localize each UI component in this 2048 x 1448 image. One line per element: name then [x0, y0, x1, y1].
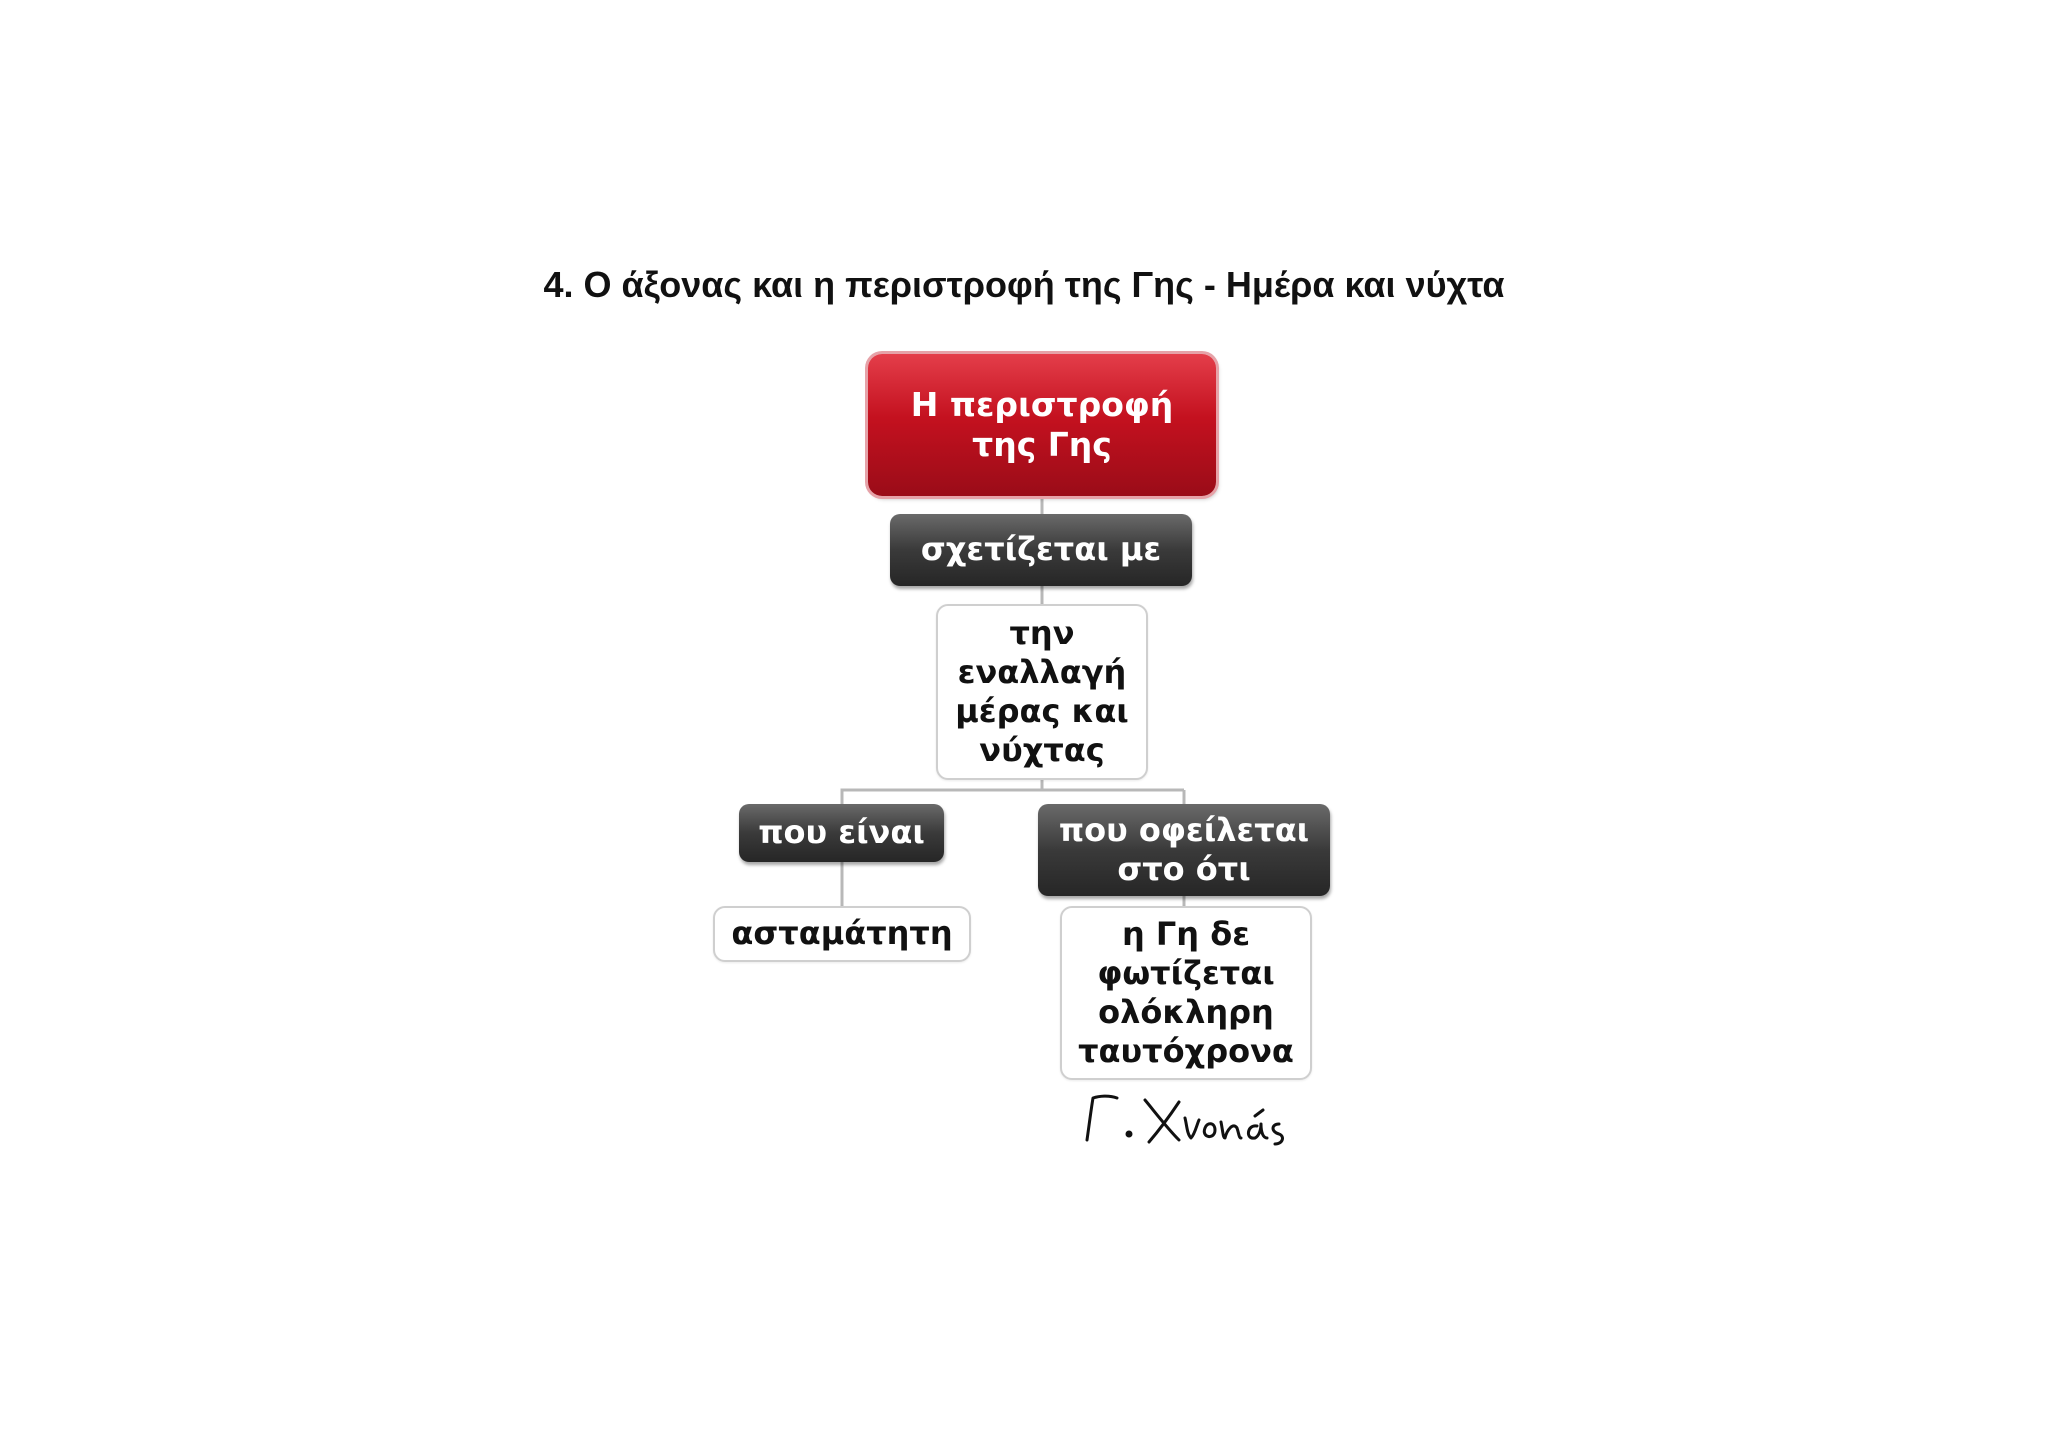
node-leaf-right: η Γη δε φωτίζεται ολόκληρη ταυτόχρονα: [1060, 906, 1312, 1080]
handwritten-signature: [1075, 1088, 1295, 1148]
node-leaf-left: ασταμάτητη: [713, 906, 971, 962]
node-concept: την εναλλαγή μέρας και νύχτας: [936, 604, 1148, 780]
node-relation-right: που οφείλεται στο ότι: [1038, 804, 1330, 896]
node-relation-main: σχετίζεται με: [890, 514, 1192, 586]
node-relation-left: που είναι: [739, 804, 944, 862]
connector-concept-branches: [842, 780, 1042, 804]
page-title: 4. Ο άξονας και η περιστροφή της Γης - Ημέρα και νύχτα: [543, 264, 1505, 305]
node-root: Η περιστροφή της Γης: [868, 354, 1216, 496]
